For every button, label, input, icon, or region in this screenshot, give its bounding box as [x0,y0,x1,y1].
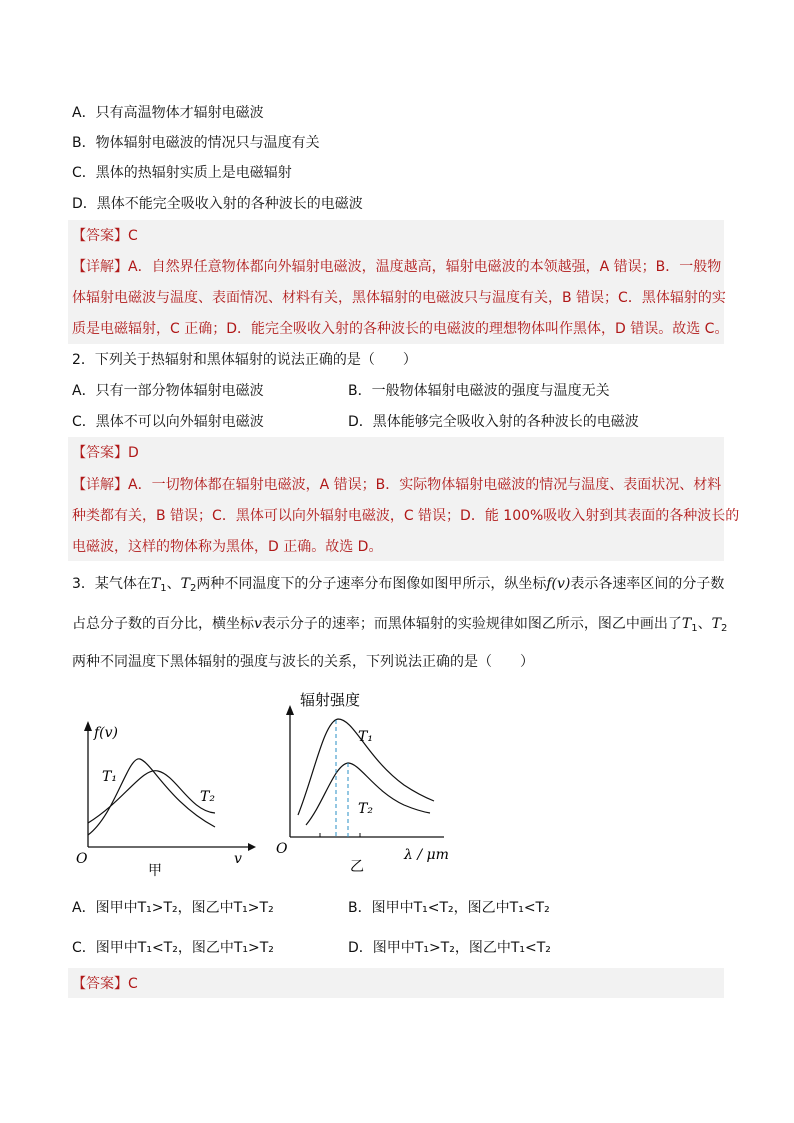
q1-option-b: B．物体辐射电磁波的情况只与温度有关 [72,135,320,151]
jia-caption: 甲 [148,863,162,879]
q3-answer: 【答案】C [72,976,138,992]
q2-stem: 2．下列关于热辐射和黑体辐射的说法正确的是（ ） [72,352,417,368]
q1-detail-line-2: 体辐射电磁波与温度、表面情况、材料有关，黑体辐射的电磁波只与温度有关，B 错误；C．黑体辐射的实 [72,290,726,306]
q3-option-c: C．图甲中T₁<T₂，图乙中T₁>T₂ [72,940,274,956]
figure-jia [70,715,260,885]
jia-ylabel: f(v) [94,725,119,741]
q1-detail-line-3: 质是电磁辐射，C 正确；D．能完全吸收入射的各种波长的电磁波的理想物体叫作黑体，D 错误。故选 C。 [72,321,729,337]
q1-option-c: C．黑体的热辐射实质上是电磁辐射 [72,165,292,181]
figure-yi [274,685,464,880]
q3-option-a: A．图甲中T₁>T₂，图乙中T₁>T₂ [72,900,274,916]
q2-detail-line-3: 电磁波，这样的物体称为黑体，D 正确。故选 D。 [72,539,383,555]
q2-detail-line-2: 种类都有关，B 错误；C．黑体可以向外辐射电磁波，C 错误；D．能 100%吸收入射到其表面的各种波长的 [72,508,740,524]
yi-y-arrow [286,705,294,715]
jia-y-arrow [84,721,92,731]
yi-label-t2: T₂ [358,801,373,817]
q2-answer: 【答案】D [72,445,139,461]
q3-stem-line-3: 两种不同温度下黑体辐射的强度与波长的关系，下列说法正确的是（ ） [72,654,534,670]
q3-option-b: B．图甲中T₁<T₂，图乙中T₁<T₂ [348,900,550,916]
q1-detail-line-1: 【详解】A．自然界任意物体都向外辐射电磁波，温度越高，辐射电磁波的本领越强，A 错误；B．一般物 [72,259,722,275]
jia-xlabel: v [234,851,242,867]
jia-origin: O [76,851,88,867]
q1-option-a: A．只有高温物体才辐射电磁波 [72,105,264,121]
q3-option-d: D．图甲中T₁>T₂，图乙中T₁<T₂ [348,940,551,956]
yi-ylabel: 辐射强度 [300,691,361,709]
q2-detail-line-1: 【详解】A．一切物体都在辐射电磁波，A 错误；B．实际物体辐射电磁波的情况与温度、表面状况、材料 [72,477,722,493]
q2-option-d: D．黑体能够完全吸收入射的各种波长的电磁波 [348,414,639,430]
q1-answer: 【答案】C [72,228,138,244]
yi-xlabel: λ / μm [404,847,449,863]
q2-option-b: B．一般物体辐射电磁波的强度与温度无关 [348,383,610,399]
jia-x-arrow [248,843,256,851]
yi-label-t1: T₁ [358,729,373,745]
yi-caption: 乙 [350,859,364,875]
q3-stem-line-2: 占总分子数的百分比，横坐标v表示分子的速率；而黑体辐射的实验规律如图乙所示，图乙中画出了$T_1$、$T_2$ [72,616,728,634]
q2-option-c: C．黑体不可以向外辐射电磁波 [72,414,264,430]
q1-option-d: D．黑体不能完全吸收入射的各种波长的电磁波 [72,196,363,212]
q3-answer-block [68,968,724,998]
jia-label-t1: T₁ [102,769,117,785]
jia-label-t2: T₂ [200,789,215,805]
q2-option-a: A．只有一部分物体辐射电磁波 [72,383,264,399]
q3-stem-line-1: 3．某气体在$T_1$、$T_2$两种不同温度下的分子速率分布图像如图甲所示，纵坐标f(v)表示各速率区间的分子数 [72,576,725,594]
yi-origin: O [276,841,288,857]
